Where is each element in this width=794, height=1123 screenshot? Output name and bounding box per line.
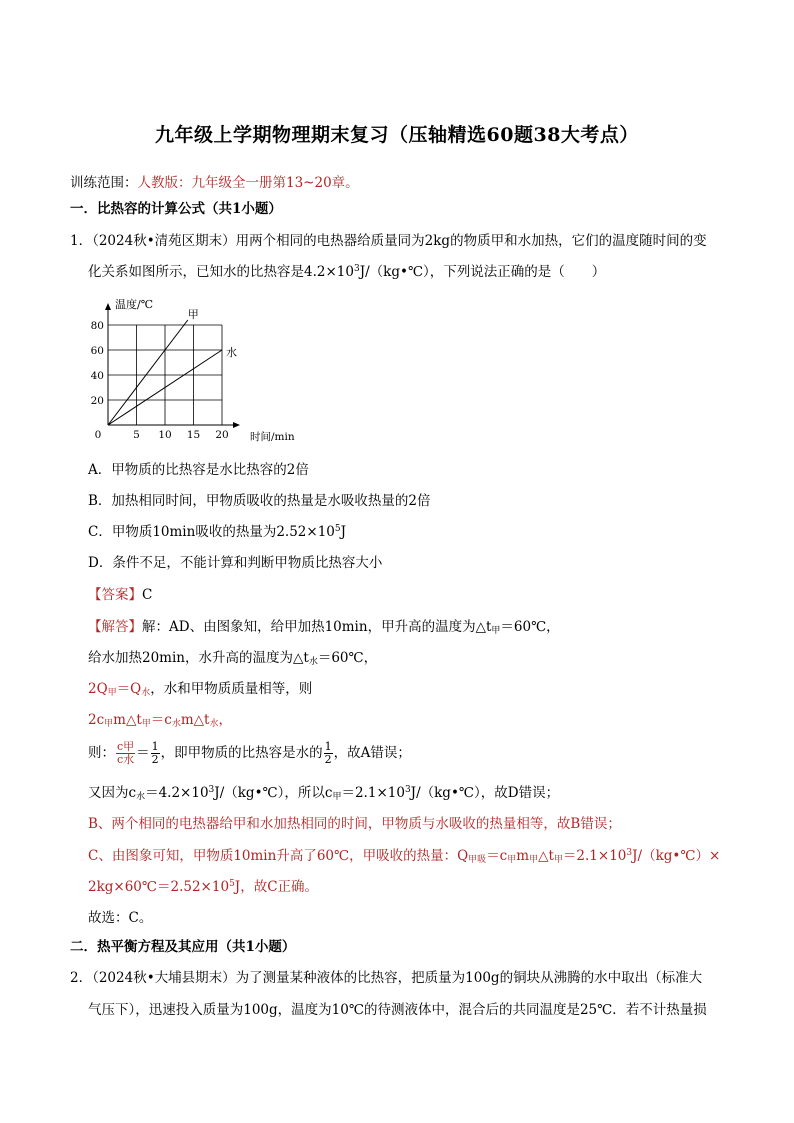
- x-tick-label: 0: [94, 429, 102, 441]
- q1-option-b: B．加热相同时间，甲物质吸收的热量是水吸收热量的2倍: [88, 493, 431, 509]
- scope-value: 人教版：九年级全一册第13~20章。: [137, 175, 359, 191]
- section-2-heading: 二．热平衡方程及其应用（共1小题）: [70, 939, 296, 955]
- x-tick-label: 5: [133, 429, 140, 441]
- q1-stem-line1: 1．（2024秋•清苑区期末）用两个相同的电热器给质量同为2kg的物质甲和水加热，它们的温度随时间的变: [70, 233, 707, 249]
- scope-label: 训练范围：: [70, 175, 138, 191]
- analysis-line-1: 【解答】解：AD、由图象知，给甲加热10min，甲升高的温度为$\triangle t_甲=60℃$，: [88, 619, 560, 636]
- fraction-c-ratio: $\frac{\text{c甲}}{\text{c水}}$: [117, 740, 135, 766]
- q2-stem-line1: 2．（2024秋•大埔县期末）为了测量某种液体的比热容，把质量为100g的铜块从沸腾的水中取出（标准大: [70, 970, 703, 986]
- q1-option-a: A．甲物质的比热容是水比热容的2倍: [88, 462, 309, 478]
- analysis-line-9: $2kg\times 60℃=2.52\times 10^5J$，故C正确。: [88, 879, 319, 895]
- answer-value: C: [142, 587, 153, 603]
- analysis-line-2: 给水加热20min，水升高的温度为$\triangle t_水=60℃$，: [88, 650, 378, 667]
- series-label-water: 水: [226, 346, 237, 359]
- answer-tag: 【答案】: [88, 587, 142, 603]
- y-tick-label: 20: [90, 395, 104, 407]
- temperature-time-chart: [80, 292, 300, 447]
- q1-option-d: D．条件不足，不能计算和判断甲物质比热容大小: [88, 555, 383, 571]
- chart-series: [108, 308, 237, 425]
- training-scope: [70, 173, 359, 193]
- fraction-half-2: $\frac{1}{2}$: [324, 740, 332, 766]
- analysis-line-7: B、两个相同的电热器给甲和水加热相同的时间，甲物质与水吸收的热量相等，故B错误；: [88, 816, 621, 832]
- chart-axes: [105, 303, 240, 428]
- q1-stem-line2: 化关系如图所示，已知水的比热容是$4.2\times 10^3J/(kg•℃)$，下列说法正确的是（ ）: [88, 264, 606, 280]
- series-line-jia: [108, 320, 188, 425]
- chart-ylabel: 温度/℃: [115, 298, 154, 311]
- analysis-line-6: 又因为$c_水=4.2\times 10^3J/(kg•℃)$，所以$c_甲=2.1\times 10^3J/(kg•℃)$，故D错误；: [88, 785, 560, 802]
- analysis-line-10: 故选：C。: [88, 910, 153, 926]
- q1-answer: [88, 585, 152, 605]
- page-title: 九年级上学期物理期末复习（压轴精选60题38大考点）: [155, 124, 639, 146]
- y-tick-label: 80: [90, 320, 104, 332]
- y-axis-arrow: [105, 303, 111, 310]
- section-1-heading: 一．比热容的计算公式（共1小题）: [70, 201, 282, 217]
- y-tick-label: 60: [90, 345, 104, 357]
- y-tick-label: 40: [90, 370, 104, 382]
- analysis-line-3: $2Q_甲=Q_水$，水和甲物质质量相等，则: [88, 681, 313, 698]
- x-tick-label: 15: [186, 429, 201, 441]
- chart-xlabel: 时间/min: [250, 431, 295, 443]
- fraction-half: $\frac{1}{2}$: [151, 740, 159, 766]
- x-axis-arrow: [233, 422, 240, 428]
- analysis-line-5: 则： $\frac{\text{c甲}}{\text{c水}}$ ＝ $\frac{1}{2}$ ，即甲物质的比热容是水的 $\frac{1}{2}$ ，故A错误；: [88, 740, 411, 766]
- series-label-jia: 甲: [187, 308, 199, 321]
- chart-grid: [108, 325, 222, 425]
- x-tick-label: 10: [158, 429, 172, 441]
- x-tick-label: 20: [215, 429, 229, 441]
- q1-option-c: C．甲物质10min吸收的热量为$2.52\times 10^5J$: [88, 524, 347, 540]
- analysis-line-8: C、由图象可知，甲物质10min升高了60℃，甲吸收的热量：$Q_{甲吸}=c_甲m_甲\triangle t_甲=2.1\times 10^3J/(kg•℃)\times$: [88, 848, 721, 865]
- analysis-tag: 【解答】: [88, 619, 142, 635]
- q2-stem-line2: 气压下），迅速投入质量为100g，温度为10℃的待测液体中，混合后的共同温度是25℃．若不计热量损: [88, 1002, 707, 1018]
- analysis-line-4: $2c_甲m\triangle t_甲=c_水m\triangle t_水$，: [88, 712, 232, 729]
